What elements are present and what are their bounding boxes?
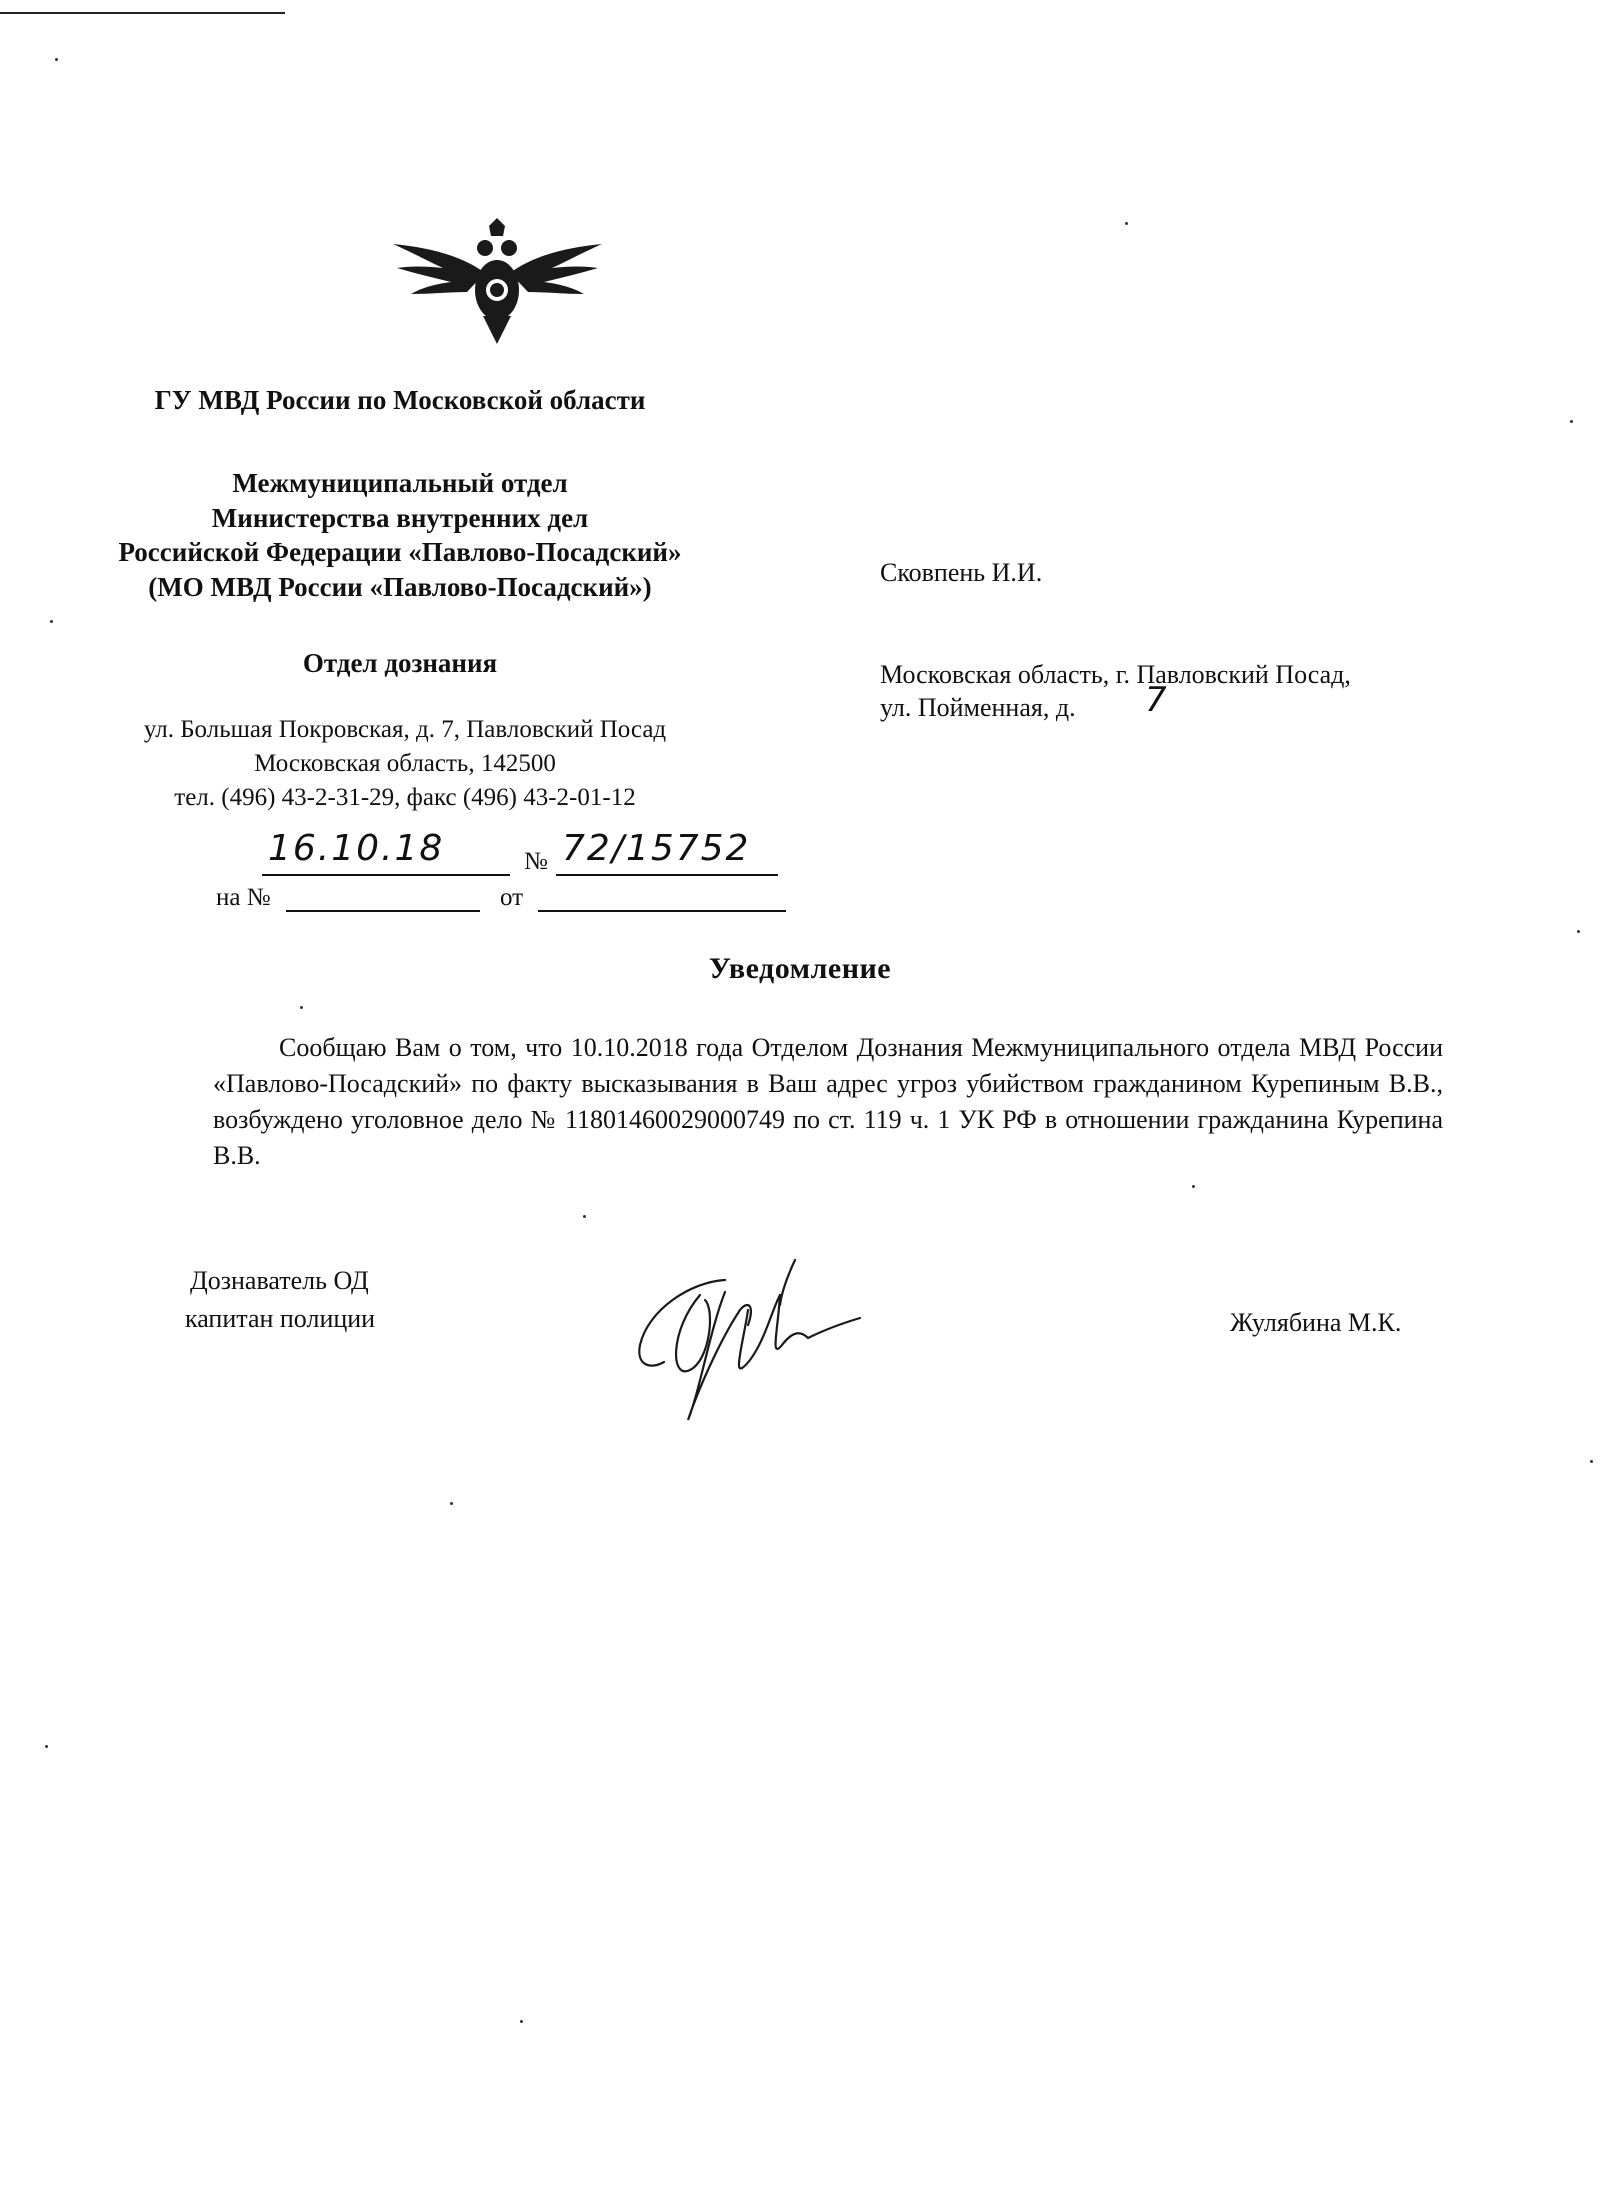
department-line-3: Российской Федерации «Павлово-Посадский»: [118, 537, 682, 567]
outgoing-date: 16.10.18: [268, 828, 445, 869]
recipient-house-number: 7: [1145, 680, 1169, 720]
recipient-name: Сковпень И.И.: [880, 558, 1043, 587]
department-line-2: Министерства внутренних дел: [211, 503, 589, 533]
scan-speck: [300, 1006, 303, 1009]
department-line-1: Межмуниципальный отдел: [232, 468, 568, 498]
handwritten-signature: [630, 1250, 870, 1450]
address-line-2: Московская область, 142500: [254, 750, 556, 777]
signatory-name: Жулябина М.К.: [1230, 1308, 1402, 1337]
recipient-address-line-2: ул. Пойменная, д.: [880, 693, 1076, 722]
signatory-position-2: капитан полиции: [185, 1304, 376, 1333]
reply-from-label: от: [500, 884, 524, 911]
scan-speck: [450, 1502, 453, 1505]
scan-speck: [1570, 420, 1573, 423]
scan-edge-line: [0, 12, 285, 14]
mvd-eagle-emblem: [385, 218, 610, 348]
department-line-4: (МО МВД России «Павлово-Посадский»): [148, 572, 652, 602]
number-underline: [556, 874, 778, 876]
scan-speck: [1590, 1460, 1593, 1463]
address-line-3: тел. (496) 43-2-31-29, факс (496) 43-2-01-12: [174, 784, 636, 811]
scan-speck: [520, 2020, 523, 2023]
number-label: №: [524, 848, 548, 875]
scan-speck: [583, 1215, 586, 1218]
division-title: Отдел дознания: [302, 648, 498, 678]
scan-speck: [1577, 930, 1580, 933]
reply-number-label: на №: [216, 884, 271, 911]
date-underline: [262, 874, 510, 876]
ministry-header: ГУ МВД России по Московской области: [154, 385, 646, 415]
signatory-position-1: Дознаватель ОД: [190, 1266, 369, 1295]
reply-number-blank: [286, 910, 480, 912]
scan-speck: [1125, 222, 1128, 225]
reply-from-blank: [538, 910, 786, 912]
notice-title: Уведомление: [708, 952, 892, 985]
outgoing-number: 72/15752: [562, 828, 751, 869]
address-line-1: ул. Большая Покровская, д. 7, Павловский Посад: [143, 716, 667, 743]
scan-speck: [1192, 1185, 1195, 1188]
scan-speck: [55, 58, 58, 61]
recipient-address-line-1: Московская область, г. Павловский Посад,: [880, 660, 1351, 689]
notice-body: Сообщаю Вам о том, что 10.10.2018 года Отделом Дознания Межмуниципального отдела МВД России «Павлово-Посадский» по факту высказывания в Ваш адрес угроз убийством гражданином Курепиным В.В., возбуждено уголовное дело № 11801460029000749 по ст. 119 ч. 1 УК РФ в отношении гражданина Курепина В.В.: [213, 1033, 1443, 1170]
scan-speck: [50, 620, 53, 623]
scan-speck: [45, 1745, 48, 1748]
